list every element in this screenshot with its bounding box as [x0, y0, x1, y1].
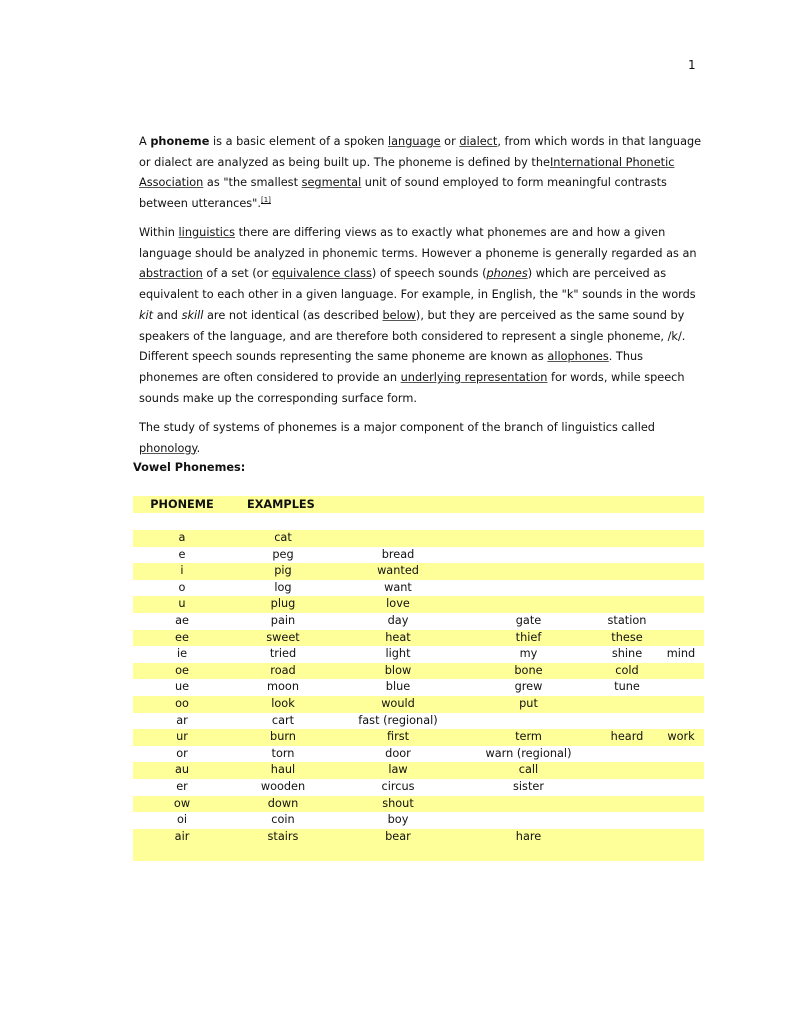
example-cell: station	[607, 613, 647, 627]
text: ) of speech sounds (	[371, 267, 487, 281]
table-row	[133, 713, 704, 730]
phoneme-cell: e	[178, 547, 186, 561]
text: . Thus phonemes are often considered to provide an	[139, 350, 644, 384]
phoneme-cell: i	[180, 564, 184, 578]
example-cell	[596, 596, 658, 613]
phoneme-cell: u	[178, 597, 186, 611]
example-cell: mind	[666, 647, 696, 661]
vowel-phoneme-table	[133, 496, 704, 861]
example-cell	[658, 663, 704, 680]
example-cell	[658, 563, 704, 580]
example-cell: fast (regional)	[358, 713, 438, 727]
example-cell: boy	[387, 813, 409, 827]
example-cell	[596, 762, 658, 779]
example-cell: down	[267, 796, 299, 810]
header-examples: EXAMPLES	[247, 498, 315, 511]
example-cell	[658, 713, 704, 730]
phoneme-cell: ae	[175, 613, 189, 627]
example-cell: law	[388, 763, 408, 777]
example-cell	[658, 829, 704, 846]
paragraph-phonology	[139, 418, 704, 459]
example-cell: cart	[271, 713, 295, 727]
example-cell: circus	[381, 779, 415, 793]
link-international-phonetic-association[interactable]: International Phonetic Association	[139, 155, 675, 190]
example-cell	[658, 779, 704, 796]
example-cell: bread	[381, 547, 415, 561]
example-cell: term	[515, 730, 542, 744]
table-row	[133, 563, 704, 580]
example-cell	[658, 530, 704, 547]
example-cell: burn	[270, 730, 296, 744]
text: or	[440, 135, 460, 148]
footer-cell	[133, 845, 704, 861]
example-cell	[658, 547, 704, 564]
example-cell	[461, 812, 596, 829]
example-cell: shine	[611, 647, 643, 661]
example-cell: moon	[267, 680, 299, 694]
example-cell: peg	[272, 547, 294, 561]
example-cell	[596, 779, 658, 796]
phoneme-cell: ur	[176, 730, 188, 744]
example-cell: heat	[385, 630, 411, 644]
table-row	[133, 762, 704, 779]
example-cell	[658, 630, 704, 647]
phoneme-cell: ar	[176, 713, 188, 727]
example-cell	[461, 547, 596, 564]
section-heading-vowel-phonemes: Vowel Phonemes:	[133, 461, 246, 474]
text: and	[153, 308, 182, 322]
example-cell	[658, 696, 704, 713]
example-cell: blue	[385, 680, 411, 694]
word-skill: skill	[181, 308, 204, 322]
table-row	[133, 812, 704, 829]
example-cell: log	[274, 580, 292, 594]
example-cell: put	[519, 696, 538, 710]
phoneme-cell: ee	[175, 630, 189, 644]
phoneme-cell: oi	[176, 813, 188, 827]
table-row	[133, 630, 704, 647]
text: ) which are perceived as equivalent to each other in a given language. For example, in English, the "k" sounds in the words	[139, 267, 696, 302]
example-cell: bone	[514, 663, 543, 677]
phoneme-cell: er	[176, 779, 188, 793]
phoneme-cell: air	[174, 829, 190, 843]
table-footer-row	[133, 845, 704, 861]
text: unit of sound employed to form meaningful contrasts between utterances".	[139, 176, 667, 211]
link-phonology[interactable]: phonology	[139, 441, 197, 455]
link-below[interactable]: below	[382, 308, 416, 322]
example-cell: pig	[274, 564, 292, 578]
text: there are differing views as to exactly what phonemes are and how a given language should be analyzed in phonemic terms. However a phoneme is generally regarded as an	[139, 226, 697, 260]
table-row	[133, 663, 704, 680]
example-cell: tried	[269, 647, 297, 661]
example-cell	[596, 713, 658, 730]
word-kit: kit	[139, 308, 154, 322]
example-cell: would	[381, 696, 415, 710]
example-cell: heard	[610, 730, 644, 744]
phoneme-cell: o	[178, 580, 186, 594]
example-cell: tune	[614, 680, 640, 694]
paragraph-linguistics-views	[139, 223, 704, 409]
table-body	[133, 513, 704, 861]
link-allophones[interactable]: allophones	[547, 350, 609, 364]
spacer-cell	[133, 513, 704, 530]
example-cell: call	[518, 763, 539, 777]
example-cell: plug	[270, 597, 296, 611]
text: for words, while speech sounds make up the corresponding surface form.	[139, 370, 685, 405]
example-cell: bear	[385, 829, 411, 843]
table-row	[133, 580, 704, 597]
text: The study of systems of phonemes is a major component of the branch of linguistics called	[139, 421, 655, 434]
example-cell: stairs	[267, 829, 299, 843]
phoneme-cell: ue	[174, 680, 190, 694]
example-cell: blow	[384, 663, 412, 677]
example-cell: work	[667, 730, 695, 744]
link-dialect[interactable]: dialect	[459, 135, 498, 148]
example-cell	[596, 547, 658, 564]
example-cell: road	[270, 663, 296, 677]
header-phoneme: PHONEME	[150, 498, 214, 511]
text: of a set (or	[202, 267, 272, 281]
example-cell: torn	[271, 746, 295, 760]
link-linguistics[interactable]: linguistics	[178, 226, 236, 239]
example-cell: door	[385, 746, 411, 760]
text: , from which words in that language or dialect are analyzed as being built up. The phoneme is defined by the	[139, 135, 702, 169]
link-phones[interactable]: phones	[486, 267, 528, 281]
example-cell	[596, 580, 658, 597]
table-row	[133, 679, 704, 696]
example-cell: haul	[270, 763, 296, 777]
example-cell	[461, 530, 596, 547]
example-cell: my	[519, 647, 538, 661]
table-row	[133, 530, 704, 547]
example-cell: pain	[270, 613, 296, 627]
example-cell	[596, 530, 658, 547]
example-cell: wooden	[260, 779, 306, 793]
example-cell: thief	[515, 630, 542, 644]
example-cell	[658, 679, 704, 696]
text: is a basic element of a spoken	[209, 135, 388, 148]
phoneme-cell: ie	[176, 647, 188, 661]
example-cell	[461, 563, 596, 580]
text: .	[196, 441, 201, 455]
example-cell	[596, 563, 658, 580]
example-cell: love	[386, 597, 410, 611]
table-header-row	[133, 496, 704, 513]
table-spacer-row	[133, 513, 704, 530]
example-cell: shout	[382, 796, 414, 810]
table-row	[133, 547, 704, 564]
table-row	[133, 646, 704, 663]
example-cell	[596, 796, 658, 813]
paragraph-phoneme-definition	[139, 132, 704, 215]
table-row	[133, 746, 704, 763]
link-abstraction[interactable]: abstraction	[139, 267, 203, 281]
phoneme-cell: au	[174, 763, 190, 777]
phoneme-cell: a	[178, 531, 186, 544]
link-segmental[interactable]: segmental	[301, 176, 362, 190]
example-cell	[658, 746, 704, 763]
example-cell	[461, 796, 596, 813]
example-cell: gate	[515, 613, 542, 627]
example-cell: want	[384, 580, 412, 594]
example-cell: light	[385, 647, 411, 661]
example-cell: cat	[274, 531, 292, 544]
phoneme-cell: oo	[175, 696, 189, 710]
example-cell: warn (regional)	[485, 746, 572, 760]
example-cell: grew	[514, 680, 543, 694]
example-cell	[596, 829, 658, 846]
text: ), but they are perceived as the same sound by speakers of the language, and are therefore both considered to represent a single phoneme, /k/. Different speech sounds representing the same phoneme are known as	[139, 308, 686, 364]
example-cell	[658, 796, 704, 813]
example-cell: coin	[271, 813, 295, 827]
example-cell	[461, 580, 596, 597]
table-row	[133, 696, 704, 713]
example-cell: these	[611, 630, 643, 644]
table-row	[133, 829, 704, 846]
phoneme-cell: ow	[173, 796, 191, 810]
example-cell	[658, 580, 704, 597]
footnote-link[interactable]: [1]	[260, 196, 271, 205]
text: as "the smallest	[203, 176, 302, 190]
example-cell: sweet	[266, 630, 300, 644]
phoneme-cell: oe	[175, 663, 189, 677]
link-underlying-representation[interactable]: underlying representation	[400, 370, 548, 384]
table-row	[133, 796, 704, 813]
table-row	[133, 779, 704, 796]
table-row	[133, 613, 704, 630]
term-phoneme: phoneme	[150, 135, 210, 148]
table-row	[133, 729, 704, 746]
text: are not identical (as described	[203, 308, 383, 322]
link-equivalence-class[interactable]: equivalence class	[271, 267, 372, 281]
example-cell: hare	[515, 829, 542, 843]
text: A	[139, 135, 151, 148]
example-cell	[596, 696, 658, 713]
text: Within	[139, 226, 179, 239]
example-cell	[596, 812, 658, 829]
example-cell	[658, 613, 704, 630]
example-cell: cold	[615, 663, 639, 677]
phoneme-cell: or	[176, 746, 188, 760]
example-cell: sister	[513, 779, 544, 793]
example-cell	[461, 713, 596, 730]
link-language[interactable]: language	[387, 135, 441, 148]
example-cell	[658, 812, 704, 829]
example-cell	[335, 530, 461, 547]
example-cell: wanted	[377, 564, 419, 578]
page-number: 1	[688, 58, 696, 72]
example-cell	[658, 762, 704, 779]
example-cell	[596, 746, 658, 763]
example-cell: day	[387, 613, 409, 627]
example-cell	[658, 596, 704, 613]
example-cell: first	[386, 730, 410, 744]
example-cell: look	[271, 696, 295, 710]
example-cell	[461, 596, 596, 613]
table-row	[133, 596, 704, 613]
